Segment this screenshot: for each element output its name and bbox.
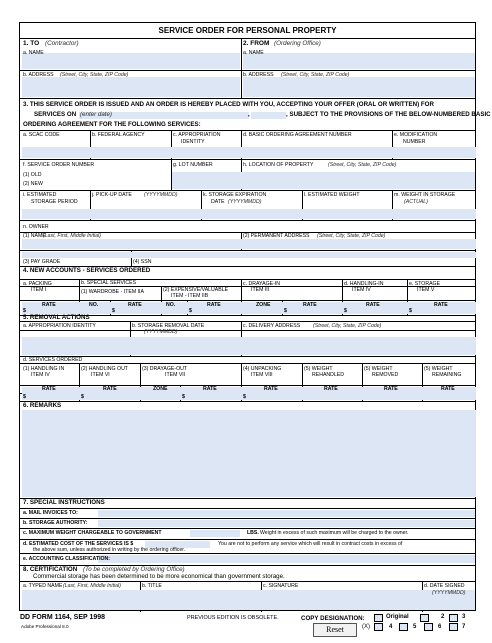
reset-button[interactable]: Reset [313,623,357,637]
max-weight-label: c. MAXIMUM WEIGHT CHARGEABLE TO GOVERNMENT [23,530,162,536]
modification-label-2: NUMBER [403,139,426,145]
to-hint: (Contractor) [45,40,79,47]
dollar-sign: $ [182,394,185,400]
wardrobe-label: (1) WARDROBE - ITEM IIA [81,289,144,295]
rule [20,321,475,322]
copy-designation-label: COPY DESIGNATION: [301,615,365,622]
rule [20,553,475,554]
estimated-cost-note: You are not to perform any service which will result in contract costs in excess of [218,541,403,547]
drayage-in-label: c. DRAYAGE-IN [243,281,280,287]
copy-2-checkbox[interactable] [420,614,429,622]
rule [20,363,475,364]
remarks-field[interactable] [22,410,476,497]
rate-header: RATE [303,302,317,308]
copy-6-label: 6 [438,624,442,630]
copy-7-checkbox[interactable] [449,623,458,631]
weight-removed-label: (5) WEIGHT [364,366,393,372]
handling-in-item-label: ITEM IV [352,287,371,293]
valuable-label-2: ITEM - ITEM IIB [171,293,209,299]
rate-header: RATE [207,302,221,308]
rate-header: RATE [441,386,455,392]
storage-period-label-2: STORAGE PERIOD [31,199,78,205]
special-services-label: b. SPECIAL SERVICES [81,280,137,286]
name-to-field[interactable] [22,53,240,69]
weight-removed-label-2: REMOVED [372,372,399,378]
rate-header: RATE [128,302,142,308]
storage-label: e. STORAGE [409,281,441,287]
handling-in-label: d. HANDLING-IN [344,281,384,287]
unpacking-item-label: ITEM VIII [251,372,273,378]
copy-4-label: 4 [389,624,393,630]
handling-out-item-label: ITEM VI [91,372,110,378]
dollar-sign: $ [409,308,412,314]
rule [20,401,475,402]
rate-header: RATE [103,386,117,392]
permanent-address-hint: (Street, City, State, ZIP Code) [317,233,386,239]
rule [20,190,475,191]
handling-out-label: (2) HANDLING OUT [81,366,128,372]
address-to-field[interactable] [22,77,240,97]
certification-hint: (To be completed by Ordering Office) [83,566,185,573]
name-to-label: a. NAME [23,50,44,56]
weight-in-storage-label: m. WEIGHT IN STORAGE [394,192,456,198]
no-header: NO. [166,302,176,308]
rule [20,330,475,331]
owner-name-hint: (Last, First, Middle Initial) [43,233,101,239]
from-label: 2. FROM [243,40,270,47]
rule [20,159,475,160]
unpacking-label: (4) UNPACKING [243,366,282,372]
no-header: NO. [89,302,99,308]
copy-original-label: Original [386,614,409,620]
packing-item-label: ITEM I [31,287,47,293]
delivery-address-label: c. DELIVERY ADDRESS [243,323,301,329]
pickup-date-hint: (YYYYMMDD) [144,192,178,198]
address-from-field[interactable] [243,77,475,97]
section3-line2a: SERVICES ON [34,111,77,118]
owner-name-label: (1) NAME [23,233,46,239]
dollar-sign: $ [189,308,192,314]
rule [20,518,475,519]
dollar-sign: $ [23,308,26,314]
zone-header: ZONE [153,386,168,392]
ssn-label: (4) SSN [133,259,152,265]
dollar-sign: $ [243,394,246,400]
max-weight-field[interactable] [190,530,240,537]
to-label: 1. TO [23,40,40,47]
pay-grade-ssn-fields[interactable] [22,252,476,258]
form-title: SERVICE ORDER FOR PERSONAL PROPERTY [158,26,337,35]
copy-5-checkbox[interactable] [399,623,408,631]
storage-removal-date-hint: (YYYYMMDD) [144,329,178,335]
rule [20,528,475,529]
storage-item-label: ITEM V [417,287,435,293]
rate-header: RATE [324,386,338,392]
title-label: b. TITLE [142,583,162,589]
rate-header: RATE [434,302,448,308]
pickup-date-label: j. PICK-UP DATE [92,192,132,198]
weight-rehandled-label: (5) WEIGHT [304,366,333,372]
copy-3-label: 3 [462,614,466,620]
pay-grade-label: (3) PAY GRADE [23,259,61,265]
permanent-address-label: (2) PERMANENT ADDRESS [243,233,310,239]
storage-period-label: i. ESTIMATED [23,192,57,198]
owner-label: n. OWNER [23,224,49,230]
max-weight-note: Weight in excess of such maximum will be charged to the owner. [260,530,409,536]
rule [20,581,475,582]
lot-number-label: g. LOT NUMBER [173,162,213,168]
rule [20,220,475,221]
rate-header: RATE [203,386,217,392]
rule [20,250,475,251]
dollar-sign: $ [112,308,115,314]
typed-name-hint: (Last, First, Middle Initial) [63,583,121,589]
storage-authority-label: b. STORAGE AUTHORITY: [23,520,88,526]
section3-line3: ORDERING AGREEMENT FOR THE FOLLOWING SERVICES: [23,121,201,128]
handling-in-2-label: (1) HANDLING IN [23,366,65,372]
removal-rates[interactable] [22,387,476,400]
date-signed-label: d. DATE SIGNED [424,583,465,589]
accounting-label: e. ACCOUNTING CLASSIFICATION: [23,556,111,562]
new-label: (2) NEW [23,181,43,187]
service-order-number-label: f. SERVICE ORDER NUMBER [23,162,95,168]
rule [20,130,475,131]
appropriation-label: c. APPROPRIATION [173,132,221,138]
name-from-field[interactable] [243,53,475,69]
weight-in-storage-hint: (ACTUAL) [404,199,428,205]
removal-fields[interactable] [22,337,476,355]
section3-comma: , [248,111,250,118]
appropriation-label-2: IDENTITY [181,139,205,145]
weight-remaining-label: (5) WEIGHT [424,366,453,372]
mail-invoices-field[interactable] [98,510,475,517]
services-date-extra-field[interactable] [251,112,286,119]
copy-5-label: 5 [413,624,417,630]
address-to-label: b. ADDRESS [23,72,54,78]
rule [20,539,475,540]
special-instructions-heading: 7. SPECIAL INSTRUCTIONS [23,499,105,506]
weight-rehandled-label-2: REHANDLED [312,372,344,378]
copy-7-label: 7 [462,624,466,630]
drayage-in-item-label: ITEM III [251,287,270,293]
rate-header: RATE [384,386,398,392]
certification-heading: 8. CERTIFICATION [23,566,78,573]
dollar-sign: $ [284,308,287,314]
certification-text: Commercial storage has been determined to be more economical than government storage. [33,573,285,580]
rate-header: RATE [42,302,56,308]
storage-removal-date-label: b. STORAGE REMOVAL DATE [132,323,205,329]
rule [20,508,475,509]
remarks-heading: 6. REMARKS [23,402,62,409]
date-signed-hint: (YYYYMMDD) [432,590,466,596]
estimated-cost-label: d. ESTIMATED COST OF THE SERVICES IS $ [23,541,134,547]
old-label: (1) OLD [23,172,42,178]
address-to-hint: (Street, City, State, ZIP Code) [60,72,129,78]
estimated-weight-label: l. ESTIMATED WEIGHT [304,192,360,198]
service-order-form [19,22,491,611]
rate-header: RATE [366,302,380,308]
software-label: Adobe Professional 8.0 [21,624,69,629]
delivery-address-hint: (Street, City, State, ZIP Code) [313,323,382,329]
copy-4-checkbox[interactable] [374,623,383,631]
address-from-label: b. ADDRESS [243,72,274,78]
name-from-label: a. NAME [243,50,264,56]
storage-authority-field[interactable] [98,520,475,527]
section3-date-hint: (enter date) [80,111,112,118]
rule [20,356,475,357]
removal-actions-heading: 5. REMOVAL ACTIONS [23,314,90,321]
location-label: h. LOCATION OF PROPERTY [243,162,314,168]
address-from-hint: (Street, City, State, ZIP Code) [281,72,350,78]
location-hint: (Street, City, State, ZIP Code) [328,162,397,168]
rule [20,38,475,39]
new-accounts-heading: 4. NEW ACCOUNTS - SERVICES ORDERED [23,267,151,274]
modification-label: e. MODIFICATION [394,132,438,138]
rate-header: RATE [264,386,278,392]
federal-agency-label: b. FEDERAL AGENCY [92,132,145,138]
storage-expiration-date-label: DATE [211,199,225,205]
row4-fields[interactable] [22,147,476,158]
mail-invoices-label: a. MAIL INVOICES TO: [23,510,78,516]
copy-3-checkbox[interactable] [449,614,458,622]
copy-original-checkbox[interactable] [374,614,383,622]
row6-fields[interactable] [22,209,476,219]
dollar-sign: $ [81,394,84,400]
packing-label: a. PACKING [23,281,52,287]
dollar-sign: $ [344,308,347,314]
handling-in-2-item-label: ITEM IV [31,372,50,378]
rule [20,385,475,386]
valuable-label: (2) EXPENSIVE/VALUABLE [163,287,229,293]
section3-line2b: , SUBJECT TO THE PROVISIONS OF THE BELOW-NUMBERED BASIC [286,111,491,118]
copy-x-label: (X) [362,624,370,630]
estimated-cost-note-2: the above sum, unless authorized in writing by the ordering officer. [33,547,186,553]
services-ordered-label: d. SERVICES ORDERED [23,357,83,363]
owner-fields[interactable] [22,239,476,249]
obsolete-note: PREVIOUS EDITION IS OBSOLETE. [187,615,279,621]
boa-number-label: d. BASIC ORDERING AGREEMENT NUMBER [243,132,352,138]
copy-2-label: 2 [441,614,445,620]
copy-6-checkbox[interactable] [424,623,433,631]
appropriation-identity-label: a. APPROPRIATION IDENTITY [23,323,96,329]
location-field[interactable] [172,172,475,189]
drayage-out-label: (3) DRAYAGE-OUT [142,366,188,372]
scac-label: a. SCAC CODE [23,132,60,138]
drayage-out-item-label: ITEM VII [165,372,186,378]
zone-header: ZONE [256,302,271,308]
section3-line1: 3. THIS SERVICE ORDER IS ISSUED AND AN ORDER IS HEREBY PLACED WITH YOU, ACCEPTING YOUR OFFER (ORAL OR WRITTEN) FOR [23,101,434,108]
weight-remaining-label-2: REMAINING [432,372,462,378]
signature-label: c. SIGNATURE [263,583,299,589]
typed-name-label: a. TYPED NAME [23,583,63,589]
rule [241,38,242,98]
accounting-field[interactable] [98,555,475,563]
certification-fields[interactable] [22,590,475,610]
rule [20,70,475,71]
dollar-sign: $ [23,394,26,400]
form-number: DD FORM 1164, SEP 1998 [20,614,106,621]
storage-expiration-label: k. STORAGE EXPIRATION [203,192,267,198]
rule [20,98,475,99]
from-hint: (Ordering Office) [274,40,321,47]
lbs-label: LBS. [247,530,259,536]
rate-header: RATE [42,386,56,392]
storage-expiration-hint: (YYYYMMDD) [228,199,262,205]
